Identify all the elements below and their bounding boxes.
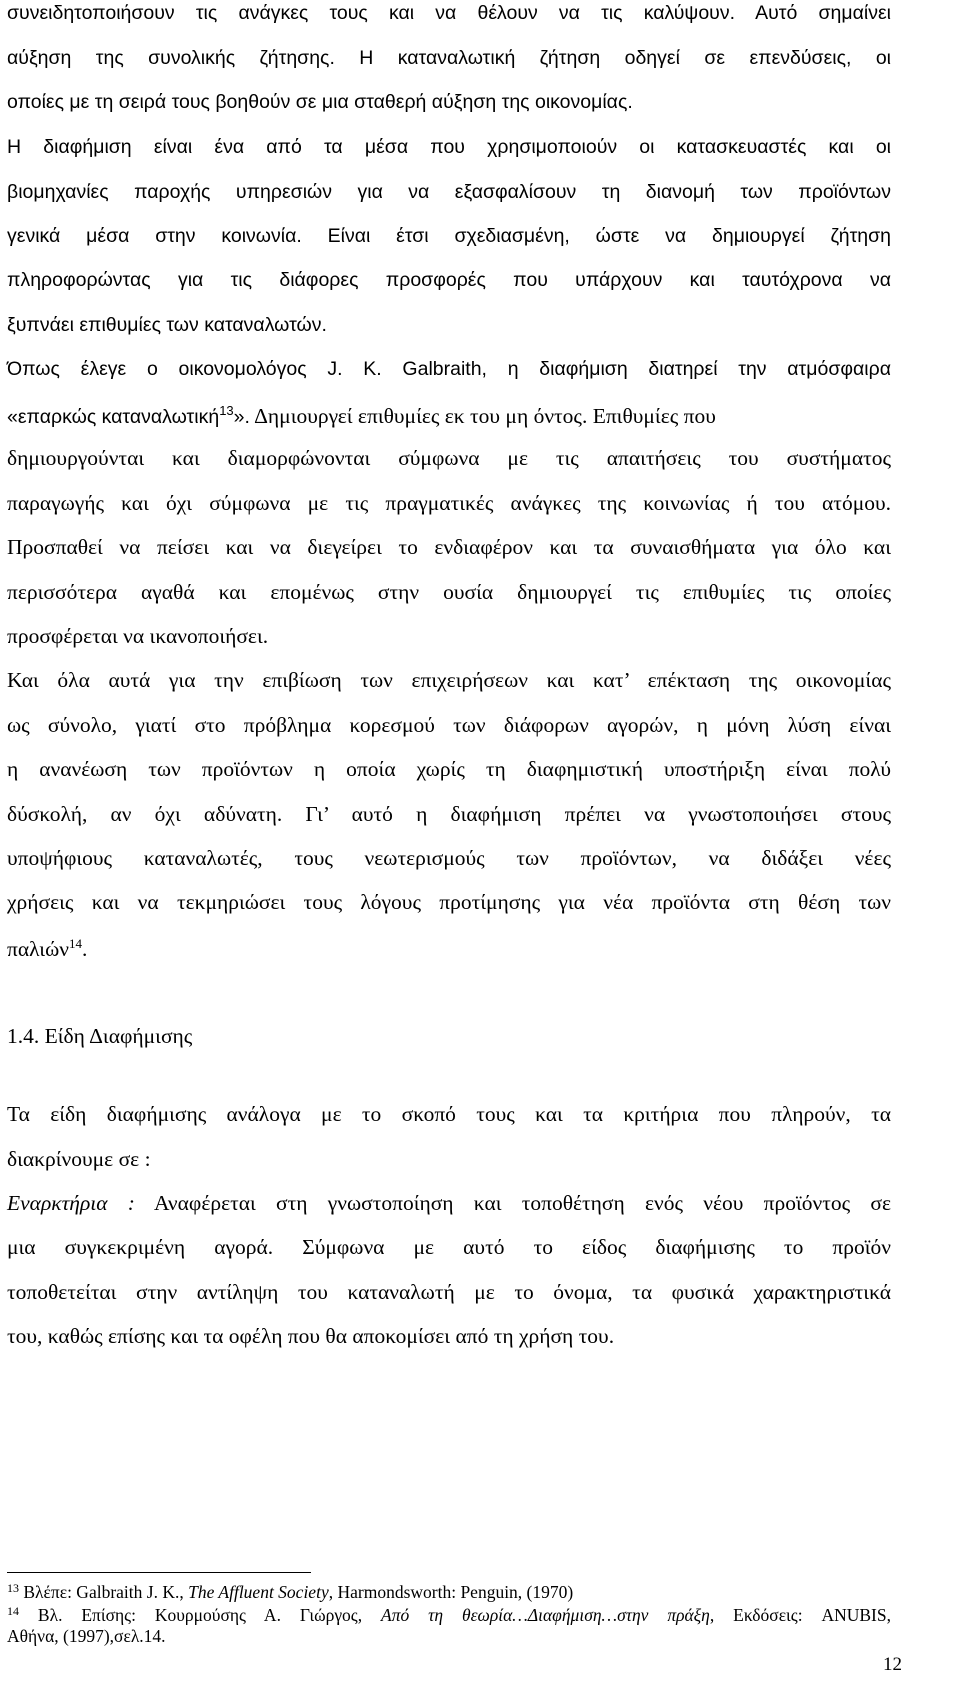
body-text-line: η ανανέωση των προϊόντων η οποία χωρίς τη διαφημιστική υποστήριξη είναι πολύ xyxy=(7,757,891,781)
body-text-line: ξυπνάει επιθυμίες των καταναλωτών. xyxy=(7,314,327,336)
body-text-line: παραγωγής και όχι σύμφωνα με τις πραγματικές ανάγκες της κοινωνίας ή του ατόμου. xyxy=(7,491,891,515)
body-text-line-mixed xyxy=(7,404,891,428)
body-text-line: διακρίνουμε σε : xyxy=(7,1147,151,1171)
footnote-ref-13: 13 xyxy=(219,403,234,418)
body-text-segment: . xyxy=(81,937,88,961)
body-text-line: αύξηση της συνολικής ζήτησης. Η καταναλωτική ζήτηση οδηγεί σε επενδύσεις, οι xyxy=(7,47,891,69)
body-text-segment: Αναφέρεται στη γνωστοποίηση και τοποθέτηση ενός νέου προϊόντος σε xyxy=(134,1191,891,1215)
body-text-line: γενικά μέσα στην κοινωνία. Είναι έτσι σχεδιασμένη, ώστε να δημιουργεί ζήτηση xyxy=(7,225,891,247)
body-text-line: υποψήφιους καταναλωτές, τους νεωτερισμούς των προϊόντων, να διδάξει νέες xyxy=(7,846,891,870)
body-text-segment: Δημιουργεί επιθυμίες εκ του μη όντος. Επιθυμίες που xyxy=(249,404,716,428)
footnote-text: , Εκδόσεις: ANUBIS, xyxy=(709,1605,891,1625)
body-text-line: βιομηχανίες παροχής υπηρεσιών για να εξασφαλίσουν τη διανομή των προϊόντων xyxy=(7,181,891,203)
footnote-text: Βλέπε: Galbraith J. K., xyxy=(19,1582,189,1602)
body-text-line: προσφέρεται να ικανοποιήσει. xyxy=(7,624,269,648)
term-label: Εναρκτήρια : xyxy=(7,1191,135,1215)
body-text-line: Όπως έλεγε ο οικονομολόγος J. K. Galbraith, η διαφήμιση διατηρεί την ατμόσφαιρα xyxy=(7,358,891,380)
footnote-14-line2: Αθήνα, (1997),σελ.14. xyxy=(7,1626,166,1646)
footnote-title: The Affluent Society xyxy=(188,1582,329,1602)
quote-close: ». xyxy=(233,406,250,428)
footnote-text: Βλ. Επίσης: Κουρμούσης Α. Γιώργος, xyxy=(19,1605,382,1625)
footnote-ref-14: 14 xyxy=(68,936,82,951)
footnote-text: , Harmondsworth: Penguin, (1970) xyxy=(328,1582,574,1602)
body-text-line: του, καθώς επίσης και τα οφέλη που θα αποκομίσει από τη χρήση του. xyxy=(7,1324,615,1348)
body-text-line: τοποθετείται στην αντίληψη του καταναλωτή με το όνομα, τα φυσικά χαρακτηριστικά xyxy=(7,1280,891,1304)
body-text-line: δημιουργούνται και διαμορφώνονται σύμφωνα με τις απαιτήσεις του συστήματος xyxy=(7,446,891,470)
quote-text: «επαρκώς καταναλωτική xyxy=(7,406,220,428)
footnote-13 xyxy=(7,1582,891,1602)
body-text-line: οποίες με τη σειρά τους βοηθούν σε μια σταθερή αύξηση της οικονομίας. xyxy=(7,91,633,113)
body-text-line: Προσπαθεί να πείσει και να διεγείρει το ενδιαφέρον και τα συναισθήματα για όλο και xyxy=(7,535,891,559)
body-text-line xyxy=(7,937,891,961)
body-text-segment: παλιών xyxy=(7,937,69,961)
footnote-number: 14 xyxy=(7,1604,19,1618)
footnote-title: Από τη θεωρία…Διαφήμιση…στην πράξη xyxy=(381,1605,710,1625)
body-text-line: Η διαφήμιση είναι ένα από τα μέσα που χρησιμοποιούν οι κατασκευαστές και οι xyxy=(7,136,891,158)
body-text-line: Τα είδη διαφήμισης ανάλογα με το σκοπό τους και τα κριτήρια που πληρούν, τα xyxy=(7,1102,891,1126)
body-text-line: περισσότερα αγαθά και επομένως στην ουσία δημιουργεί τις επιθυμίες τις οποίες xyxy=(7,580,891,604)
body-text-line: Και όλα αυτά για την επιβίωση των επιχειρήσεων και κατ’ επέκταση της οικονομίας xyxy=(7,668,891,692)
body-text-line: ως σύνολο, γιατί στο πρόβλημα κορεσμού των διάφορων αγορών, η μόνη λύση είναι xyxy=(7,713,891,737)
body-text-line: μια συγκεκριμένη αγορά. Σύμφωνα με αυτό το είδος διαφήμισης το προϊόν xyxy=(7,1235,891,1259)
body-text-line: συνειδητοποιήσουν τις ανάγκες τους και να θέλουν να τις καλύψουν. Αυτό σημαίνει xyxy=(7,2,891,24)
page-number: 12 xyxy=(883,1654,902,1675)
body-text-line: χρήσεις και να τεκμηριώσει τους λόγους προτίμησης για νέα προϊόντα στη θέση των xyxy=(7,890,891,914)
footnote-14 xyxy=(7,1605,891,1625)
body-text-line: δύσκολή, αν όχι αδύνατη. Γι’ αυτό η διαφήμιση πρέπει να γνωστοποιήσει στους xyxy=(7,802,891,826)
section-heading: 1.4. Είδη Διαφήμισης xyxy=(7,1024,193,1048)
body-text-line xyxy=(7,1193,891,1215)
body-text-line: πληροφορώντας για τις διάφορες προσφορές που υπάρχουν και ταυτόχρονα να xyxy=(7,269,891,291)
footnote-number: 13 xyxy=(7,1581,19,1595)
footnote-separator xyxy=(7,1572,311,1573)
